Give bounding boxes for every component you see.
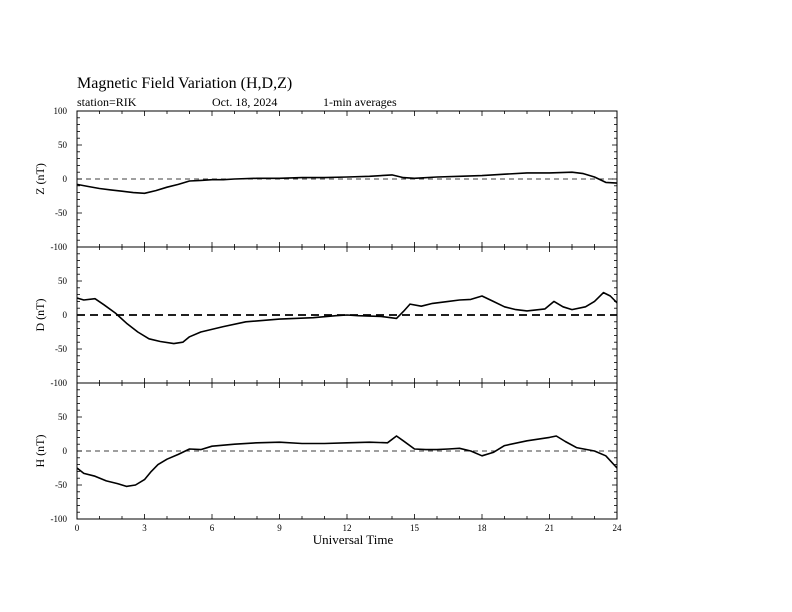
x-tick-label: 24 [612, 523, 622, 533]
y-tick-label-d: -50 [55, 344, 67, 354]
chart-title: Magnetic Field Variation (H,D,Z) [77, 75, 293, 92]
y-tick-label-z: 0 [62, 174, 67, 184]
series-line-z [77, 172, 617, 193]
x-tick-label: 18 [477, 523, 487, 533]
y-tick-label-h: 50 [58, 412, 67, 422]
x-tick-label: 12 [342, 523, 352, 533]
x-tick-label: 15 [410, 523, 419, 533]
y-axis-label-z: Z (nT) [33, 163, 47, 195]
x-axis-label: Universal Time [312, 532, 394, 547]
averaging-label: 1-min averages [323, 95, 397, 109]
y-tick-label-d: -100 [50, 378, 67, 388]
y-axis-label-h: H (nT) [33, 434, 47, 468]
y-tick-label-z: 50 [58, 140, 67, 150]
date-label: Oct. 18, 2024 [212, 95, 278, 109]
y-axis-label-d: D (nT) [33, 298, 47, 332]
y-tick-label-z: -100 [50, 242, 67, 252]
x-tick-label: 9 [277, 523, 282, 533]
y-tick-label-h: -100 [50, 514, 67, 524]
y-tick-label-z: 100 [53, 106, 67, 116]
series-line-h [77, 436, 617, 486]
y-tick-label-h: 0 [62, 446, 67, 456]
y-tick-label-h: -50 [55, 480, 67, 490]
x-tick-label: 3 [142, 523, 147, 533]
x-tick-label: 21 [545, 523, 554, 533]
x-tick-label: 6 [209, 523, 215, 533]
station-label: station=RIK [77, 95, 137, 109]
y-tick-label-d: 50 [58, 276, 67, 286]
series-line-d [77, 293, 617, 344]
y-tick-label-d: 0 [62, 310, 67, 320]
y-tick-label-z: -50 [55, 208, 67, 218]
x-tick-label: 0 [74, 523, 80, 533]
